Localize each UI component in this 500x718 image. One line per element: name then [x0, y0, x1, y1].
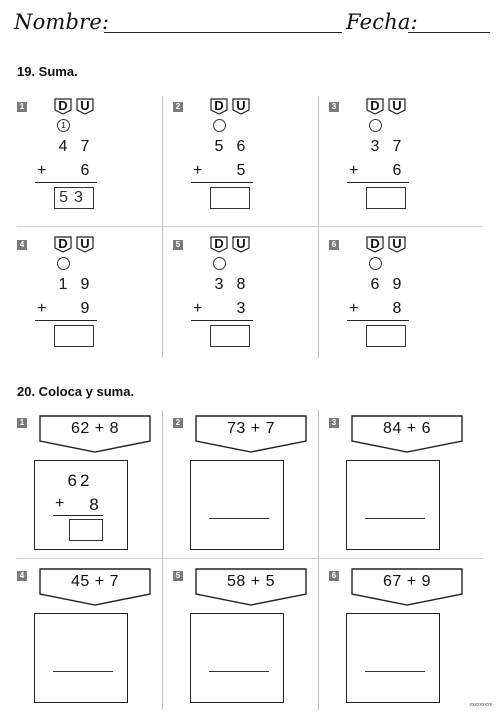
name-label: Nombre:	[14, 10, 110, 34]
footer-code: xxxxxxxxx	[469, 702, 492, 708]
addend-digit: 6	[80, 162, 90, 179]
units-digit: 6	[236, 138, 246, 155]
sum-line	[35, 320, 97, 321]
exercise-number: 5	[173, 240, 183, 250]
exercise-number: 6	[329, 240, 339, 250]
place-and-add-exercise	[329, 568, 479, 718]
work-box[interactable]	[190, 613, 284, 703]
place-and-add-exercise	[329, 415, 479, 565]
answer-box[interactable]	[210, 187, 250, 209]
tens-header: D	[54, 98, 72, 115]
units-header: U	[76, 236, 94, 253]
tens-digit: 4	[58, 138, 68, 155]
carry-circle[interactable]	[213, 257, 226, 270]
exercise-number: 2	[173, 418, 183, 428]
answer-line[interactable]	[365, 518, 425, 519]
date-label: Fecha:	[346, 10, 418, 34]
place-and-add-exercise	[17, 568, 167, 718]
expression-text: 73 + 7	[227, 420, 275, 437]
answer-box[interactable]	[54, 325, 94, 347]
carry-circle[interactable]	[369, 119, 382, 132]
place-and-add-exercise	[173, 568, 323, 718]
exercise-number: 5	[173, 571, 183, 581]
tens-header: D	[210, 98, 228, 115]
sum-line	[35, 182, 97, 183]
name-field[interactable]	[104, 32, 342, 33]
work-box[interactable]	[346, 613, 440, 703]
units-digit: 7	[392, 138, 402, 155]
tens-header: D	[366, 98, 384, 115]
tens-header: D	[54, 236, 72, 253]
plus-sign: +	[37, 300, 47, 317]
tens-digit: 3	[214, 276, 224, 293]
units-header: U	[232, 236, 250, 253]
exercise-number: 3	[329, 418, 339, 428]
sum-line	[191, 320, 253, 321]
sum-line	[53, 515, 103, 516]
plus-sign: +	[349, 162, 359, 179]
answer-box[interactable]	[69, 519, 103, 541]
exercise-number: 1	[17, 102, 27, 112]
addition-exercise	[173, 98, 323, 226]
addend-digit: 9	[80, 300, 90, 317]
carry-circle[interactable]: 1	[57, 119, 70, 132]
addend-digit: 6	[392, 162, 402, 179]
exercise-number: 1	[17, 418, 27, 428]
sum-line	[347, 182, 409, 183]
answer-line[interactable]	[209, 671, 269, 672]
answer-line[interactable]	[365, 671, 425, 672]
plus-sign: +	[37, 162, 47, 179]
row-divider	[17, 226, 483, 227]
answer-box[interactable]	[366, 187, 406, 209]
units-digit: 9	[80, 276, 90, 293]
work-box[interactable]	[34, 613, 128, 703]
units-header: U	[232, 98, 250, 115]
plus-sign: +	[193, 300, 203, 317]
sum-line	[191, 182, 253, 183]
addition-exercise	[173, 236, 323, 364]
units-digit: 8	[236, 276, 246, 293]
section-19-title: 19. Suma.	[17, 64, 78, 79]
exercise-number: 3	[329, 102, 339, 112]
expression-text: 84 + 6	[383, 420, 431, 437]
carry-circle[interactable]	[369, 257, 382, 270]
tens-digit: 3	[370, 138, 380, 155]
units-header: U	[76, 98, 94, 115]
carry-circle[interactable]	[57, 257, 70, 270]
exercise-number: 2	[173, 102, 183, 112]
placed-number: 62	[67, 471, 93, 490]
answer-box[interactable]	[366, 325, 406, 347]
addition-exercise	[17, 236, 167, 364]
date-field[interactable]	[408, 32, 490, 33]
tens-digit: 6	[370, 276, 380, 293]
place-and-add-exercise	[17, 415, 167, 565]
tens-digit: 5	[214, 138, 224, 155]
units-header: U	[388, 236, 406, 253]
exercise-number: 6	[329, 571, 339, 581]
expression-text: 62 + 8	[71, 420, 119, 437]
carry-circle[interactable]	[213, 119, 226, 132]
tens-digit: 1	[58, 276, 68, 293]
exercise-number: 4	[17, 571, 27, 581]
worksheet-header	[0, 8, 500, 38]
section-20-title: 20. Coloca y suma.	[17, 384, 135, 399]
plus-sign: +	[349, 300, 359, 317]
exercise-number: 4	[17, 240, 27, 250]
place-and-add-exercise	[173, 415, 323, 565]
units-header: U	[388, 98, 406, 115]
tens-header: D	[210, 236, 228, 253]
expression-text: 58 + 5	[227, 573, 275, 590]
addend-digit: 8	[392, 300, 402, 317]
addition-exercise	[329, 98, 479, 226]
addend-digit: 3	[236, 300, 246, 317]
addend-digit: 5	[236, 162, 246, 179]
plus-sign: +	[193, 162, 203, 179]
answer-line[interactable]	[53, 671, 113, 672]
addition-exercise	[17, 98, 167, 226]
placed-addend: 8	[89, 495, 99, 514]
addition-exercise	[329, 236, 479, 364]
tens-header: D	[366, 236, 384, 253]
answer-line[interactable]	[209, 518, 269, 519]
units-digit: 7	[80, 138, 90, 155]
plus-sign: +	[55, 495, 65, 512]
units-digit: 9	[392, 276, 402, 293]
expression-text: 67 + 9	[383, 573, 431, 590]
answer-box[interactable]: 53	[54, 187, 94, 209]
work-box[interactable]	[190, 460, 284, 550]
expression-text: 45 + 7	[71, 573, 119, 590]
sum-line	[347, 320, 409, 321]
answer-box[interactable]	[210, 325, 250, 347]
work-box[interactable]	[346, 460, 440, 550]
